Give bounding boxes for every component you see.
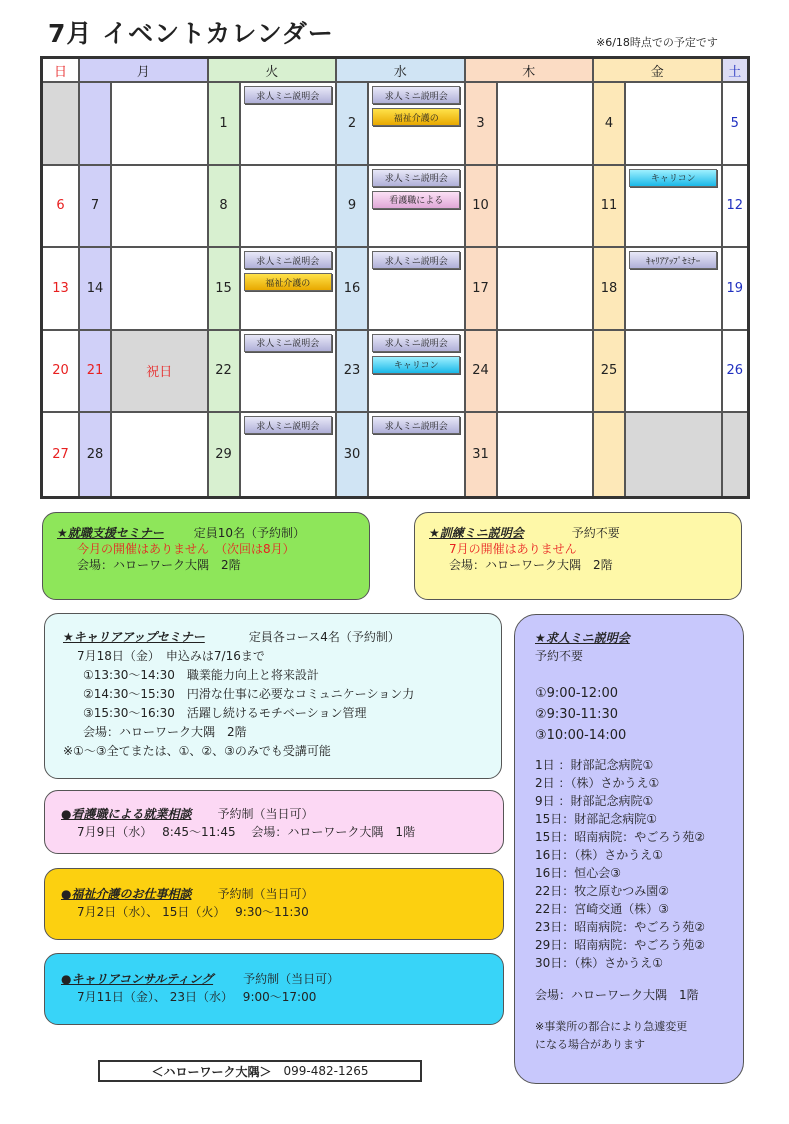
day-sunday: 20 (43, 331, 80, 412)
kyujin-schedule (535, 756, 723, 972)
kunren-line1: 7月の開催はありません (449, 542, 577, 556)
event-ms[interactable]: 求人ミニ説明会 (372, 251, 460, 269)
day-cell (498, 166, 593, 247)
day-number (80, 83, 112, 164)
day-mon (80, 413, 209, 496)
day-thu (466, 83, 595, 164)
calendar (40, 56, 750, 499)
cc-box (44, 953, 504, 1025)
day-tue (209, 248, 338, 329)
day-cell (626, 248, 721, 329)
cc-line1: 7月11日（金）、 23日（水） 9:00～17:00 (77, 990, 317, 1004)
day-thu (466, 413, 595, 496)
event-ms[interactable]: 求人ミニ説明会 (372, 169, 460, 187)
week-row (43, 413, 747, 496)
kyujin-schedule-item: 16日：恒心会③ (535, 866, 622, 880)
fukushi-box (44, 868, 504, 940)
kyujin-schedule-item: 9日 ：財部記念病院① (535, 794, 654, 808)
day-wed (337, 83, 466, 164)
day-number: 28 (80, 413, 112, 496)
day-cell (112, 248, 207, 329)
day-cell (626, 83, 721, 164)
day-number: 11 (594, 166, 626, 247)
header-sat: 土 (723, 59, 748, 81)
day-cell (241, 331, 336, 412)
day-cell (241, 83, 336, 164)
event-cc[interactable]: キャリコン (372, 356, 460, 374)
event-kg[interactable]: 看護職による (372, 191, 460, 209)
day-cell (498, 413, 593, 496)
week-row (43, 331, 747, 414)
fukushi-line1: 7月2日（水）、 15日（火） 9:30～11:30 (77, 905, 309, 919)
day-mon (80, 248, 209, 329)
kyujin-time: ③10:00-14:00 (535, 728, 627, 743)
day-saturday: 5 (723, 83, 748, 164)
kunren-venue: 会場：ハローワーク大隅 2階 (449, 558, 613, 572)
shushoku-line1: 今月の開催はありません （次回は8月） (77, 542, 295, 556)
day-thu (466, 248, 595, 329)
day-cell (369, 166, 464, 247)
day-thu (466, 331, 595, 412)
calendar-body (43, 83, 747, 496)
day-sunday: 27 (43, 413, 80, 496)
shushoku-capacity: 定員10名（予約制） (193, 526, 306, 540)
event-ms[interactable]: 求人ミニ説明会 (244, 416, 332, 434)
event-ms[interactable]: 求人ミニ説明会 (244, 86, 332, 104)
day-cell (241, 166, 336, 247)
career-line: ※①～③全てまたは、①、②、③のみでも受講可能 (63, 744, 331, 758)
kunren-box (414, 512, 742, 600)
event-ms[interactable]: 求人ミニ説明会 (244, 334, 332, 352)
day-cell (369, 413, 464, 496)
day-wed (337, 331, 466, 412)
day-cell (626, 166, 721, 247)
day-number: 16 (337, 248, 369, 329)
day-mon (80, 83, 209, 164)
kyujin-title: ★求人ミニ説明会 (535, 631, 630, 645)
day-cell (369, 83, 464, 164)
day-fri (594, 83, 723, 164)
day-number: 3 (466, 83, 498, 164)
career-line: ③15:30～16:30 活躍し続けるモチベーション管理 (83, 706, 367, 720)
day-number: 4 (594, 83, 626, 164)
page-title: 7月 イベントカレンダー (48, 19, 334, 48)
event-ms[interactable]: 求人ミニ説明会 (372, 334, 460, 352)
kango-title: ●看護職による就業相談 (61, 807, 192, 821)
day-saturday: 26 (723, 331, 748, 412)
holiday-label: 祝日 (146, 365, 173, 381)
day-number (594, 413, 626, 496)
kyujin-schedule-item: 23日：昭南病院：やごろう苑② (535, 920, 706, 934)
day-mon (80, 331, 209, 412)
day-number: 2 (337, 83, 369, 164)
day-number: 10 (466, 166, 498, 247)
week-row (43, 248, 747, 331)
kyujin-schedule-item: 22日：宮崎交通（株）③ (535, 902, 670, 916)
shushoku-seminar-box (42, 512, 370, 600)
day-number: 24 (466, 331, 498, 412)
header-tue: 火 (209, 59, 338, 81)
day-number: 8 (209, 166, 241, 247)
kango-capacity: 予約制（当日可） (217, 807, 314, 821)
day-saturday (723, 413, 748, 496)
fukushi-capacity: 予約制（当日可） (217, 887, 314, 901)
day-cell (626, 413, 721, 496)
day-cell (369, 331, 464, 412)
kyujin-note: ※事業所の都合により急遽変更 (535, 1020, 688, 1033)
day-number: 18 (594, 248, 626, 329)
kyujin-box (514, 614, 744, 1084)
kyujin-time: ①9:00-12:00 (535, 686, 619, 701)
day-cell (626, 331, 721, 412)
day-wed (337, 248, 466, 329)
day-number: 9 (337, 166, 369, 247)
kyujin-schedule-item: 16日：（株）さかうえ① (535, 848, 664, 862)
day-number: 31 (466, 413, 498, 496)
day-cell (112, 413, 207, 496)
day-tue (209, 331, 338, 412)
shushoku-title: ★就職支援セミナー (57, 526, 164, 540)
career-line: ②14:30～15:30 円滑な仕事に必要なコミュニケーション力 (83, 687, 415, 701)
day-saturday: 19 (723, 248, 748, 329)
kyujin-time: ②9:30-11:30 (535, 707, 619, 722)
day-number: 14 (80, 248, 112, 329)
kyujin-schedule-item: 30日：（株）さかうえ① (535, 956, 664, 970)
fukushi-title: ●福祉介護のお仕事相談 (61, 887, 192, 901)
career-capacity: 定員各コース4名（予約制） (248, 630, 400, 644)
week-row (43, 166, 747, 249)
kunren-capacity: 予約不要 (571, 526, 620, 540)
day-fri (594, 166, 723, 247)
kyujin-schedule-item: 15日：財部記念病院① (535, 812, 658, 826)
day-number: 21 (80, 331, 112, 412)
event-wf[interactable]: 福祉介護の (244, 273, 332, 291)
day-sunday: 6 (43, 166, 80, 247)
contact-box (98, 1060, 422, 1082)
header-fri: 金 (594, 59, 723, 81)
kyujin-schedule-item: 22日：牧之原むつみ園② (535, 884, 670, 898)
event-wf[interactable]: 福祉介護の (372, 108, 460, 126)
day-tue (209, 83, 338, 164)
day-number: 23 (337, 331, 369, 412)
header-thu: 木 (466, 59, 595, 81)
office-name: ＜ハローワーク大隅＞ (151, 1064, 272, 1079)
cc-title: ●キャリアコンサルティング (61, 972, 214, 986)
career-line: 会場：ハローワーク大隅 2階 (83, 725, 247, 739)
day-cell (112, 83, 207, 164)
event-ms[interactable]: 求人ミニ説明会 (372, 86, 460, 104)
day-number: 17 (466, 248, 498, 329)
kango-line1: 7月9日（水） 8:45～11:45 会場：ハローワーク大隅 1階 (77, 825, 416, 839)
day-cell (112, 331, 207, 412)
kyujin-note: になる場合があります (535, 1038, 645, 1051)
week-row (43, 83, 747, 166)
cc-capacity: 予約制（当日可） (243, 972, 340, 986)
kyujin-schedule-item: 15日：昭南病院：やごろう苑② (535, 830, 706, 844)
day-cell (498, 248, 593, 329)
day-wed (337, 166, 466, 247)
day-number: 25 (594, 331, 626, 412)
event-cc[interactable]: キャリコン (629, 169, 717, 187)
day-cell (369, 248, 464, 329)
day-number: 15 (209, 248, 241, 329)
kyujin-venue: 会場：ハローワーク大隅 1階 (535, 988, 699, 1002)
day-fri (594, 331, 723, 412)
day-sunday: 13 (43, 248, 80, 329)
day-number: 7 (80, 166, 112, 247)
day-number: 29 (209, 413, 241, 496)
career-title: ★キャリアアップセミナー (63, 630, 205, 644)
day-tue (209, 166, 338, 247)
day-fri (594, 248, 723, 329)
kango-box (44, 790, 504, 854)
event-ca[interactable]: ｷｬﾘｱｱｯﾌﾟｾﾐﾅｰ (629, 251, 717, 269)
career-seminar-box (44, 613, 502, 779)
day-fri (594, 413, 723, 496)
schedule-note: ※6/18時点での予定です (596, 36, 718, 49)
day-sunday (43, 83, 80, 164)
header-sun: 日 (43, 59, 80, 81)
kyujin-schedule-item: 29日：昭南病院：やごろう苑② (535, 938, 706, 952)
day-number: 1 (209, 83, 241, 164)
day-mon (80, 166, 209, 247)
day-cell (241, 248, 336, 329)
day-number: 30 (337, 413, 369, 496)
career-line: ①13:30～14:30 職業能力向上と将来設計 (83, 668, 319, 682)
kyujin-schedule-item: 2日 ：（株）さかうえ① (535, 776, 660, 790)
day-cell (241, 413, 336, 496)
shushoku-venue: 会場：ハローワーク大隅 2階 (77, 558, 241, 572)
kyujin-schedule-item: 1日 ：財部記念病院① (535, 758, 654, 772)
day-cell (112, 166, 207, 247)
header-wed: 水 (337, 59, 466, 81)
kyujin-capacity: 予約不要 (535, 649, 584, 663)
day-cell (498, 83, 593, 164)
kunren-title: ★訓練ミニ説明会 (429, 526, 524, 540)
day-wed (337, 413, 466, 496)
header-mon: 月 (80, 59, 209, 81)
day-cell (498, 331, 593, 412)
day-number: 22 (209, 331, 241, 412)
phone-number: 099-482-1265 (283, 1064, 369, 1078)
day-tue (209, 413, 338, 496)
day-saturday: 12 (723, 166, 748, 247)
weekday-header (43, 59, 747, 83)
day-thu (466, 166, 595, 247)
career-line: 7月18日（金） 申込みは7/16まで (77, 649, 265, 663)
event-ms[interactable]: 求人ミニ説明会 (244, 251, 332, 269)
event-ms[interactable]: 求人ミニ説明会 (372, 416, 460, 434)
